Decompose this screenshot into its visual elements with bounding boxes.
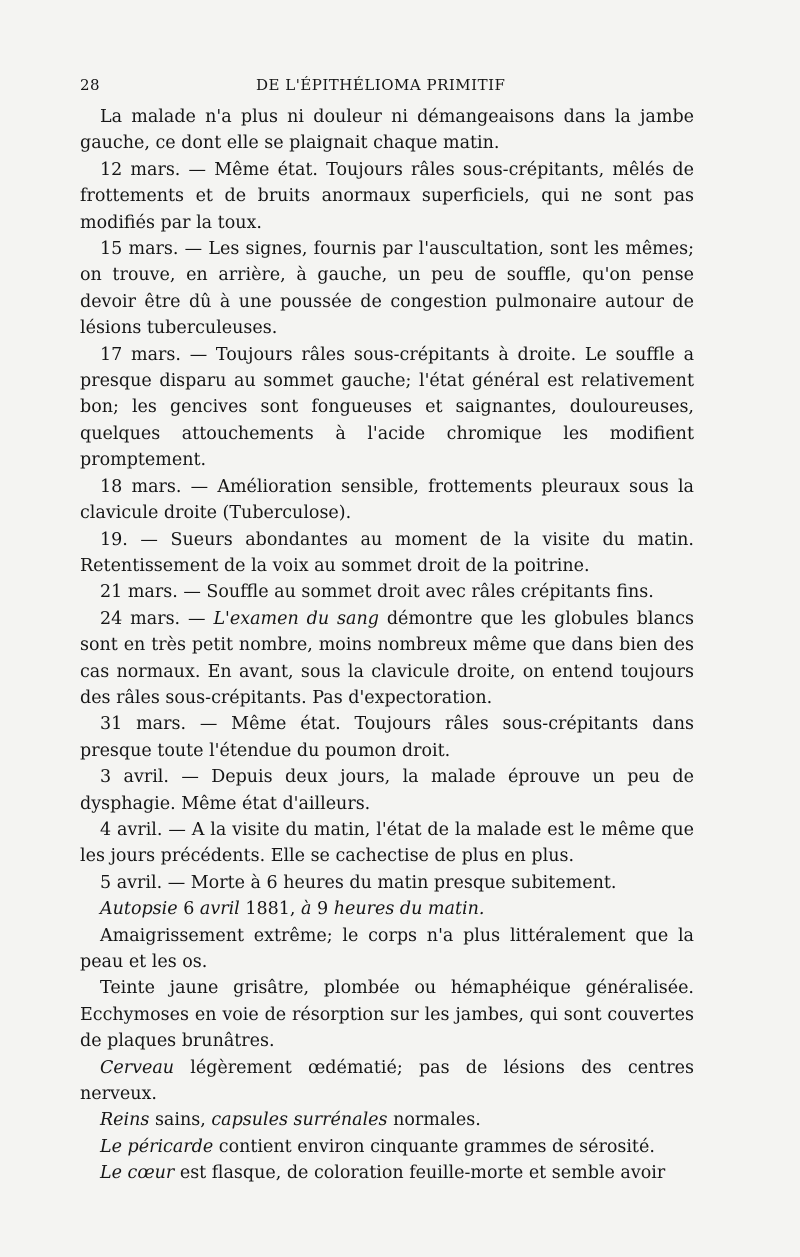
paragraph-21-mars: 21 mars. — Souffle au sommet droit avec râles crépitants fins.	[100, 582, 654, 603]
paragraph-cerveau	[80, 1055, 694, 1108]
paragraph-rest: légèrement œdématié; pas de lésions des centres nerveux.	[80, 1057, 694, 1105]
paragraph-rest: est flasque, de coloration feuille-morte et semble avoir	[174, 1163, 666, 1184]
italic-phrase: Cerveau	[100, 1057, 175, 1078]
paragraph-15-mars: 15 mars. — Les signes, fournis par l'auscultation, sont les mêmes; on trouve, en arrière, à gauche, un peu de souffle, qu'on pense devoir être dû à une poussée de congestion pulmonaire autour de lésions tuberculeuses.	[80, 239, 694, 339]
paragraph-24-mars	[80, 606, 694, 712]
paragraph-18-mars: 18 mars. — Amélioration sensible, frottements pleuraux sous la clavicule droite (Tuberculose).	[80, 476, 694, 524]
paragraph-17-mars: 17 mars. — Toujours râles sous-crépitants à droite. Le souffle a presque disparu au sommet gauche; l'état général est relativement bon; les gencives sont fongueuses et saignantes, douloureuses, quelques attouchements à l'acide chromique les modifient promptement.	[80, 344, 694, 471]
body-text	[80, 104, 694, 1187]
page-number: 28	[80, 76, 101, 94]
paragraph-intro: La malade n'a plus ni douleur ni démangeaisons dans la jambe gauche, ce dont elle se plaignait chaque matin.	[80, 107, 694, 154]
paragraph-autopsie	[80, 896, 694, 922]
paragraph-5-avril: 5 avril. — Morte à 6 heures du matin presque subitement.	[100, 872, 617, 893]
paragraph-teinte: Teinte jaune grisâtre, plombée ou hémaphéique généralisée. Ecchymoses en voie de résorption sur les jambes, qui sont couvertes de plaques brunâtres.	[80, 978, 694, 1052]
paragraph-amaigrissement: Amaigrissement extrême; le corps n'a plus littéralement que la peau et les os.	[80, 925, 694, 972]
running-title: DE L'ÉPITHÉLIOMA PRIMITIF	[256, 76, 506, 94]
text-fragment: 6	[177, 899, 200, 920]
paragraph-reins	[80, 1107, 694, 1133]
paragraph-rest: démontre que les globules blancs sont en très petit nombre, moins nombreux même que dans bien des cas normaux. En avant, sous la clavicule droite, on entend toujours des râles sous-crépitants. Pas d'expectoration.	[80, 608, 694, 708]
paragraph-3-avril: 3 avril. — Depuis deux jours, la malade éprouve un peu de dysphagie. Même état d'ailleurs.	[80, 767, 694, 814]
italic-phrase: Reins	[100, 1110, 150, 1131]
italic-phrase: heures du matin.	[333, 899, 485, 920]
italic-phrase: capsules surrénales	[211, 1110, 388, 1131]
text-fragment: 9	[311, 899, 334, 920]
italic-phrase: Le péricarde	[100, 1136, 214, 1157]
paragraph-31-mars: 31 mars. — Même état. Toujours râles sous-crépitants dans presque toute l'étendue du poumon droit.	[80, 714, 694, 761]
page-header	[80, 70, 694, 104]
italic-phrase: L'examen du sang	[213, 608, 379, 629]
text-fragment: 1881,	[239, 899, 302, 920]
text-fragment: sains,	[149, 1110, 212, 1131]
paragraph-rest: normales.	[387, 1110, 481, 1131]
paragraph-12-mars: 12 mars. — Même état. Toujours râles sous-crépitants, mêlés de frottements et de bruits anormaux superficiels, qui ne sont pas modifiés par la toux.	[80, 159, 694, 233]
paragraph-pericarde	[80, 1134, 694, 1160]
paragraph-19: 19. — Sueurs abondantes au moment de la visite du matin. Retentissement de la voix au sommet droit de la poitrine.	[80, 529, 694, 576]
paragraph-coeur	[80, 1160, 694, 1186]
italic-phrase: Autopsie	[100, 899, 178, 920]
paragraph-4-avril: 4 avril. — A la visite du matin, l'état de la malade est le même que les jours précédents. Elle se cachectise de plus en plus.	[80, 819, 694, 867]
italic-phrase: Le cœur	[100, 1163, 175, 1184]
italic-phrase: à	[301, 899, 312, 920]
paragraph-lead: 24 mars. —	[100, 608, 214, 629]
italic-phrase: avril	[199, 899, 240, 920]
paragraph-rest: contient environ cinquante grammes de sérosité.	[213, 1136, 655, 1157]
